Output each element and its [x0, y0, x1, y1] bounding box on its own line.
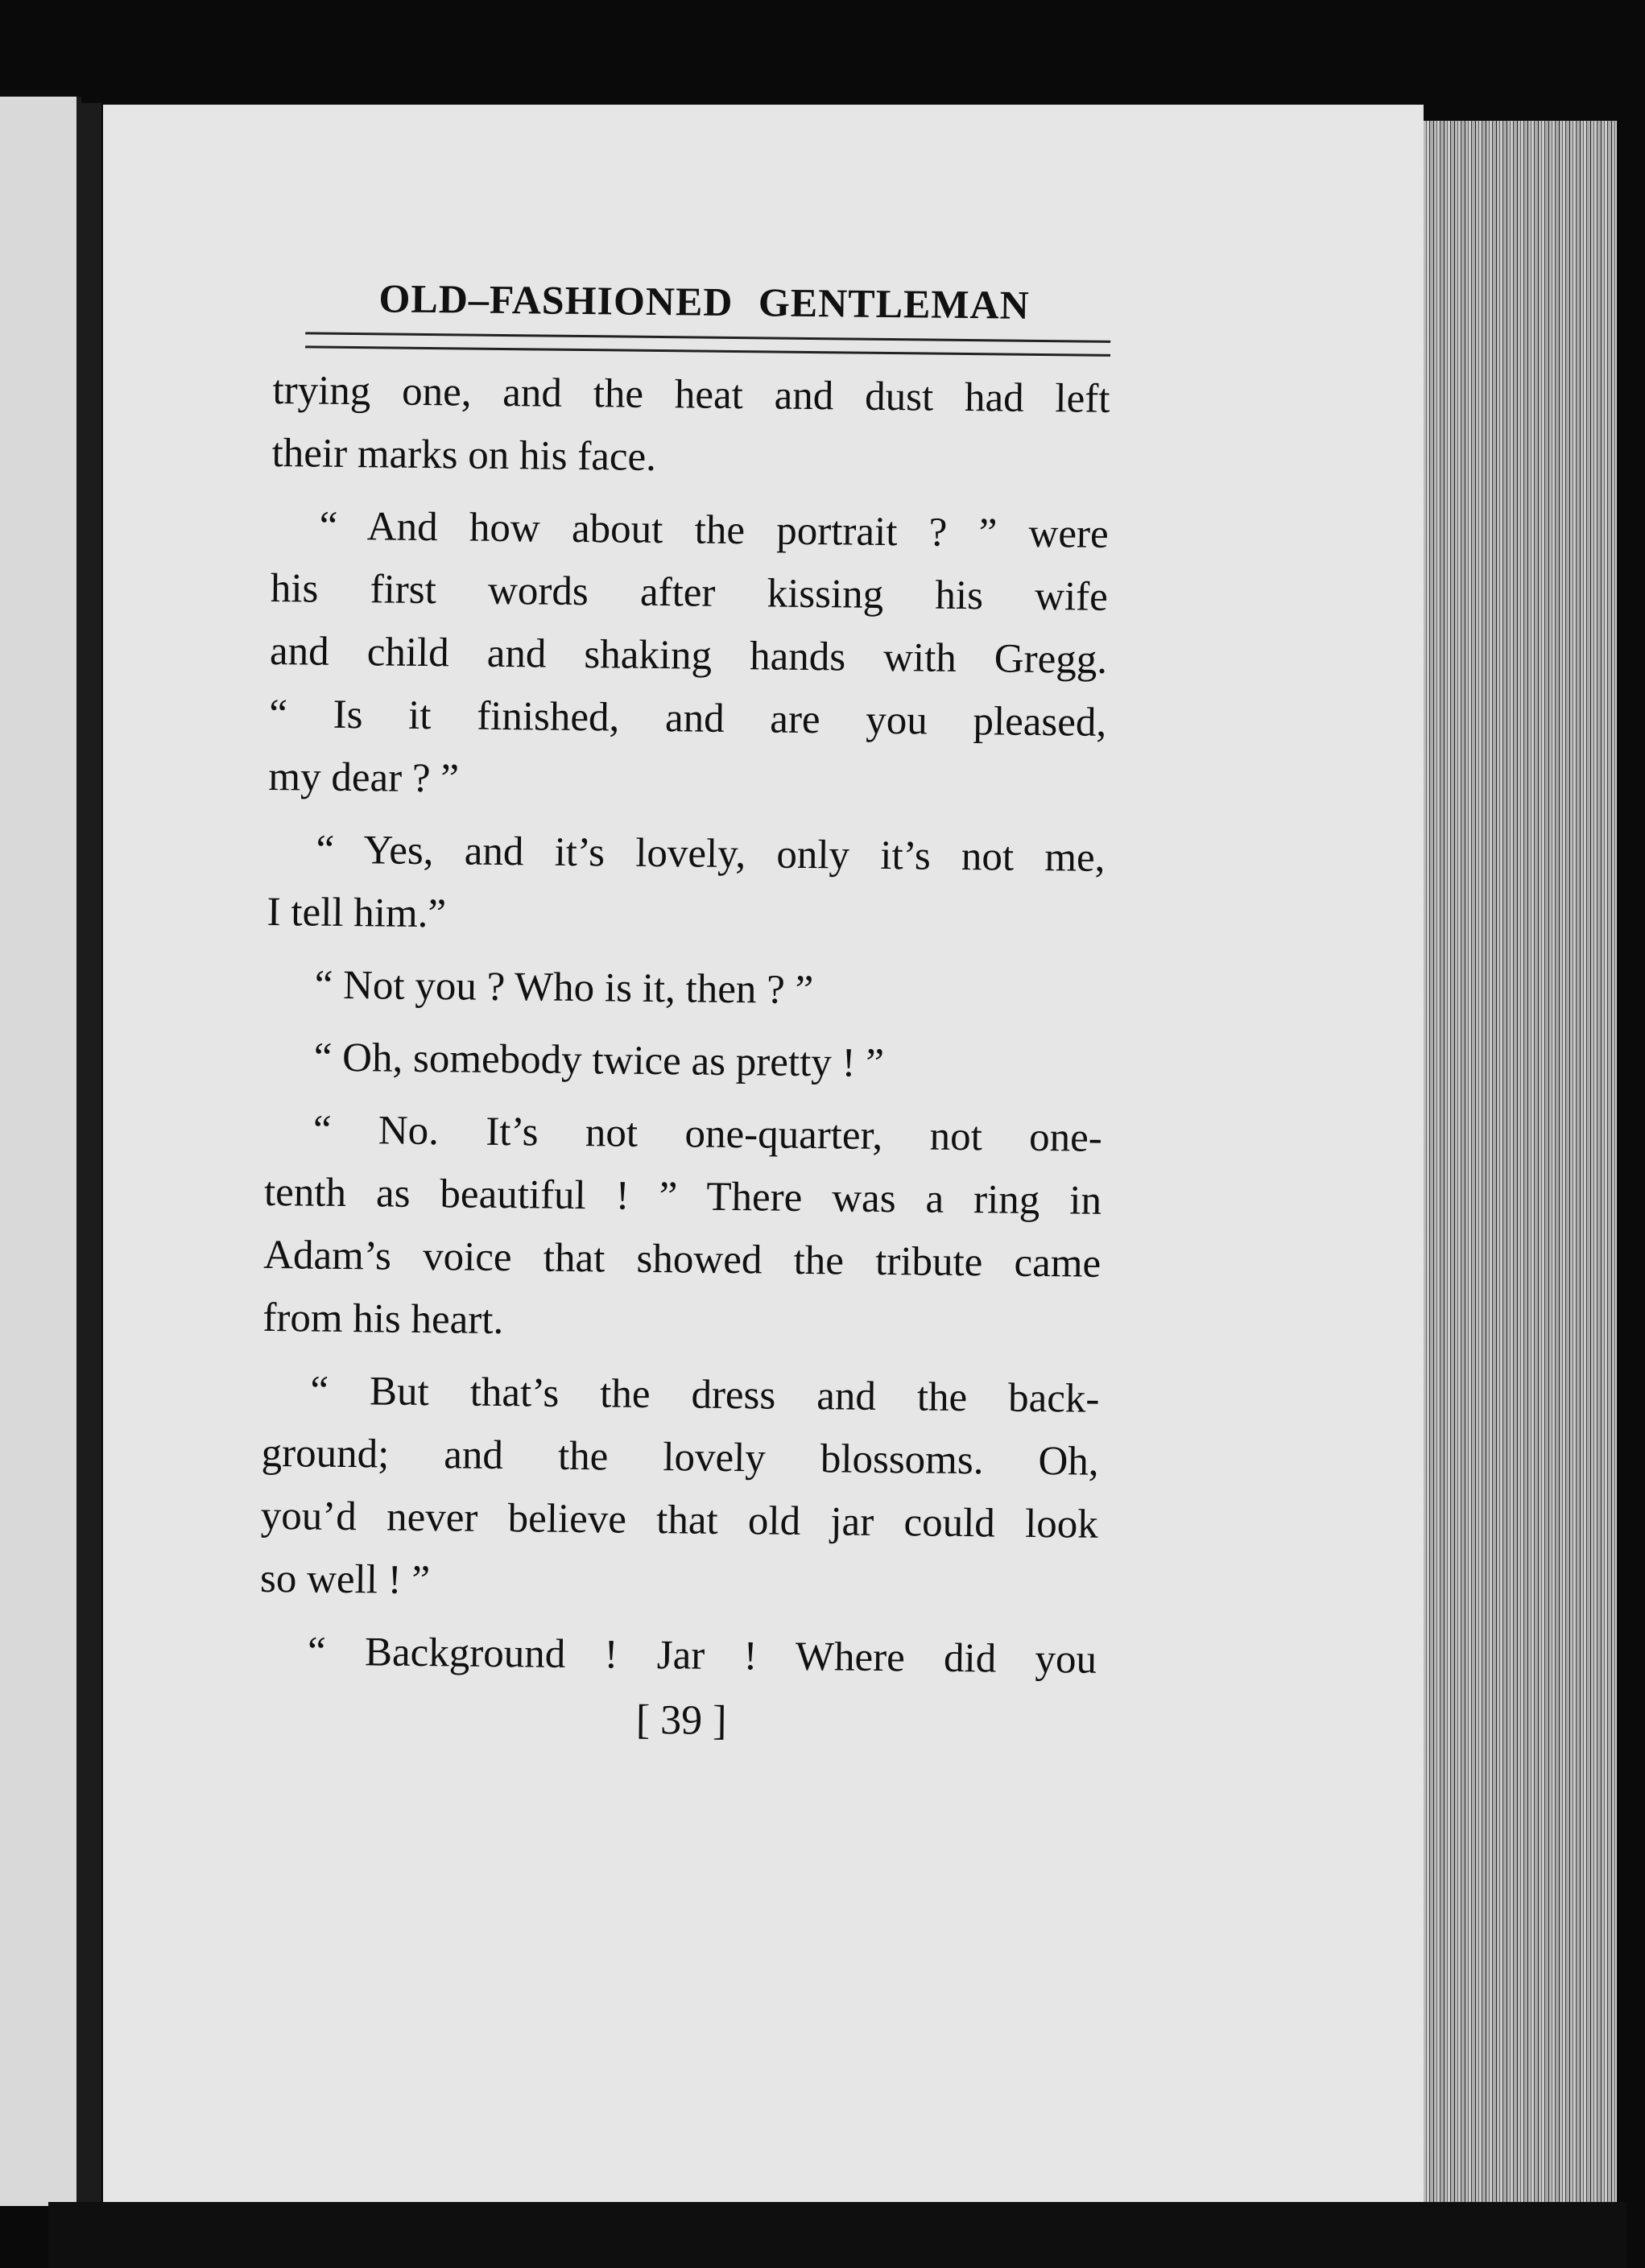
text-line: their marks on his face. — [271, 430, 657, 480]
text-line: “ Yes, and it’s lovely, only it’s not me, — [316, 827, 1106, 881]
text-block — [258, 274, 1111, 1749]
head-rule — [305, 332, 1110, 356]
page-number: [ 39 ] — [635, 1696, 727, 1744]
body-text — [259, 359, 1110, 1692]
bottom-shadow — [48, 2202, 1626, 2268]
text-line: tenth as beautiful ! ” There was a ring in — [263, 1169, 1102, 1224]
left-page-edge — [0, 97, 81, 2206]
text-line: ground; and the lovely blossoms. Oh, — [261, 1430, 1099, 1485]
text-line: “ Not you ? Who is it, then ? ” — [314, 962, 814, 1014]
text-line: “ No. It’s not one-quarter, not one- — [312, 1107, 1103, 1161]
text-line: and child and shaking hands with Gregg. — [269, 628, 1108, 683]
text-line: I tell him.” — [267, 889, 447, 937]
text-line: “ Is it finished, and are you pleased, — [268, 691, 1107, 746]
text-line: trying one, and the heat and dust had left — [272, 367, 1110, 422]
text-line: my dear ? ” — [268, 754, 460, 802]
text-line: his first words after kissing his wife — [270, 565, 1109, 620]
text-line: “ But that’s the dress and the back- — [310, 1368, 1100, 1422]
text-line: you’d never believe that old jar could look — [260, 1493, 1099, 1547]
page-edges — [1424, 121, 1617, 2206]
text-line: from his heart. — [262, 1295, 504, 1344]
text-line: “ Background ! Jar ! Where did you — [307, 1629, 1097, 1683]
running-head: OLD–FASHIONED GENTLEMAN — [378, 275, 1031, 328]
text-line: “ Oh, somebody twice as pretty ! ” — [313, 1035, 885, 1086]
book-spine — [79, 103, 101, 2208]
text-line: Adam’s voice that showed the tribute came — [262, 1232, 1101, 1287]
text-line: so well ! ” — [259, 1555, 431, 1604]
text-line: “ And how about the portrait ? ” were — [319, 503, 1109, 557]
